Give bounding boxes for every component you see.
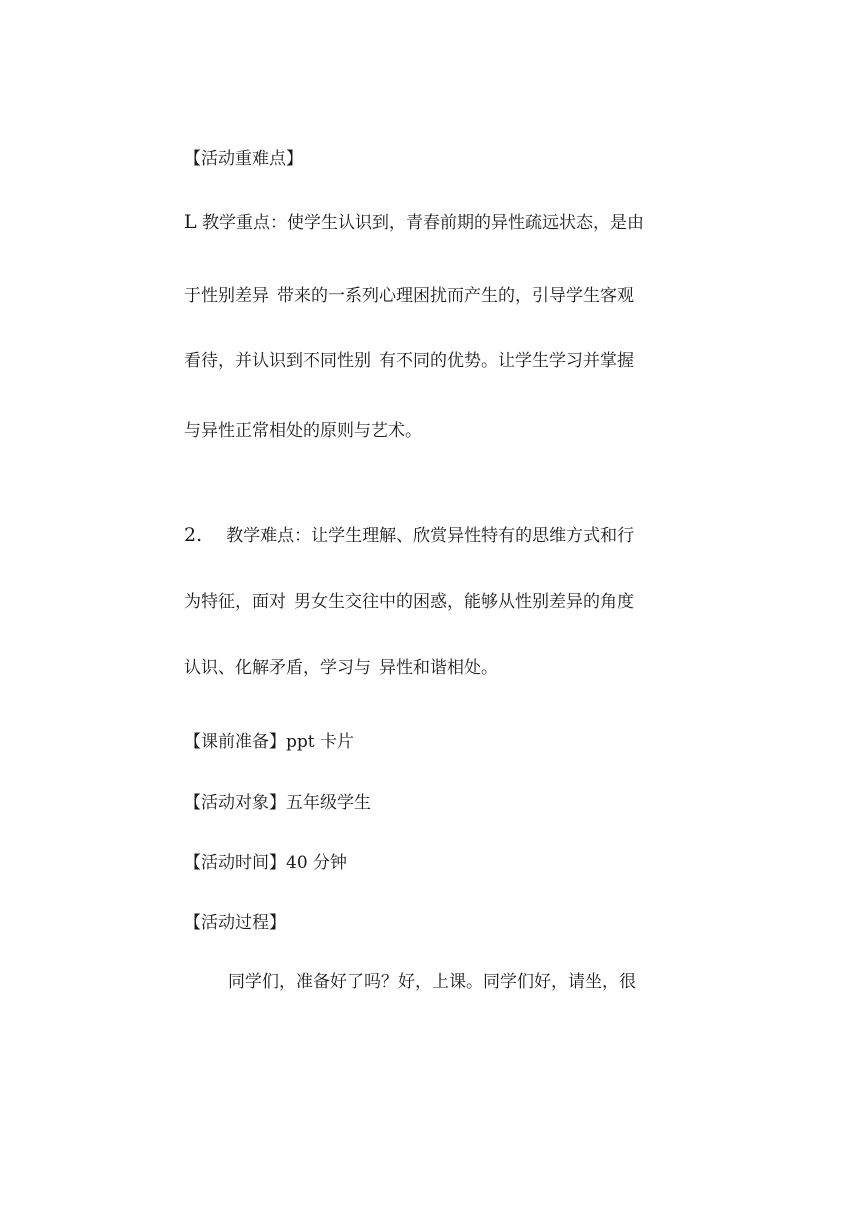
audience-label: 【活动对象】 [184,793,286,813]
point1-line4: 与异性正常相处的原则与艺术。 [184,421,422,441]
point2-line3a-text: 认识、化解矛盾，学习与 [184,658,371,678]
point2-line2a-text: 为特征，面对 [184,592,286,612]
point2-line1 [184,524,634,547]
point1-line1 [184,211,644,234]
point1-line2 [184,285,634,307]
duration-row [184,852,347,874]
audience-row [184,792,371,814]
point1-line2b-text: 带来的一系列心理困扰而产生的，引导学生客观 [277,286,634,306]
point1-line3a-text: 看待，并认识到不同性别 [184,351,371,371]
point2-line3 [184,657,498,679]
point2-line2b-text: 男女生交往中的困惑，能够从性别差异的角度 [294,592,634,612]
point2-line3b-text: 异性和谐相处。 [379,658,498,678]
prep-row [184,731,354,753]
point1-line2a-text: 于性别差异 [184,286,269,306]
process-line1: 同学们，准备好了吗？好，上课。同学们好，请坐，很 [228,972,636,992]
duration-label: 【活动时间】 [184,853,286,873]
point1-line1-text: 教学重点：使学生认识到，青春前期的异性疏远状态，是由 [202,213,645,233]
duration-value: 40 分钟 [286,853,348,873]
point1-line3 [184,350,634,372]
point2-line2 [184,591,634,613]
process-heading: 【活动过程】 [184,913,286,933]
point1-marker: L [184,211,197,233]
audience-value: 五年级学生 [286,793,371,813]
point2-marker: 2. [184,524,203,546]
prep-label: 【课前准备】 [184,732,286,752]
prep-value: ppt 卡片 [286,732,354,752]
point2-line1-text: 教学难点：让学生理解、欣赏异性特有的思维方式和行 [226,526,635,546]
heading-key-points: 【活动重难点】 [184,149,303,169]
point1-line3b-text: 有不同的优势。让学生学习并掌握 [379,351,634,371]
